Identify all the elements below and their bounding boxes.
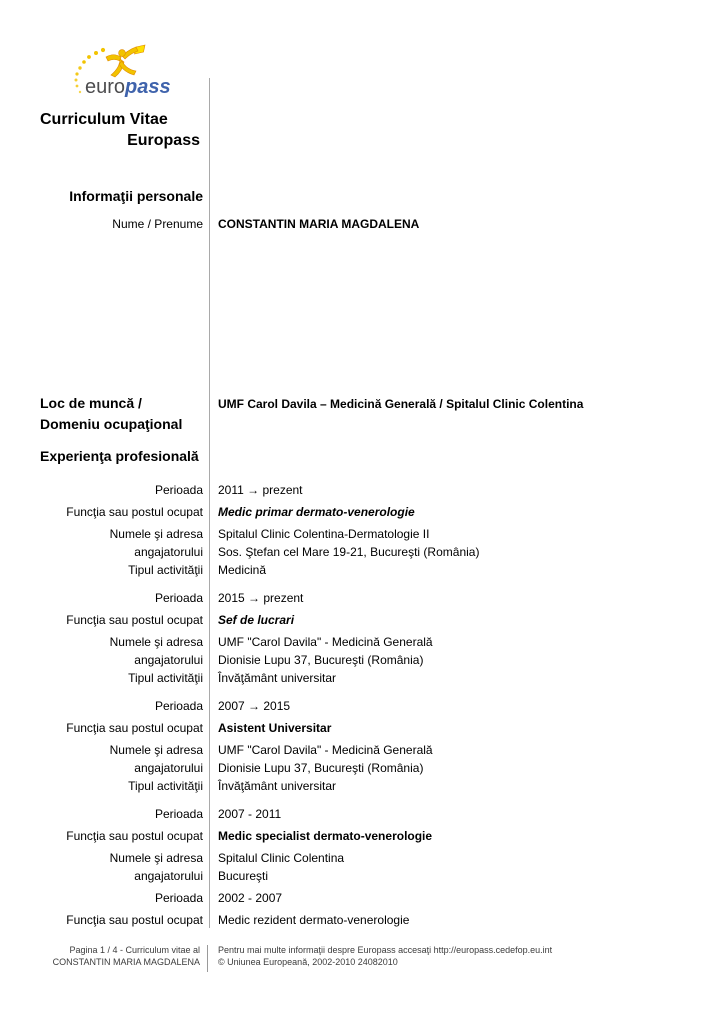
employer-address: Bucureşti (218, 869, 269, 883)
position-label: Funcţia sau postul ocupat (66, 613, 203, 627)
period-label: Perioada (154, 891, 203, 905)
period-row (40, 697, 688, 715)
name-row (40, 215, 688, 233)
activity-label: Tipul activităţii (128, 779, 203, 793)
employer-label-line-2: angajatorului (134, 545, 203, 559)
employer-value (218, 741, 688, 777)
work-label-line-2: Domeniu ocupaţional (40, 416, 183, 432)
period-label: Perioada (154, 807, 203, 821)
employer-name: UMF "Carol Davila" - Medicină Generală (218, 635, 433, 649)
employer-label-line-1: Numele şi adresa (109, 743, 203, 757)
employer-address: Dionisie Lupu 37, Bucureşti (România) (218, 653, 424, 667)
footer-page-line-1: Pagina 1 / 4 - Curriculum vitae al (69, 945, 200, 955)
position-label: Funcţia sau postul ocupat (66, 505, 203, 519)
period-label: Perioada (154, 483, 203, 497)
activity-value: Învăţământ universitar (218, 779, 337, 793)
position-value: Medic rezident dermato-venerologie (218, 913, 410, 927)
position-row (40, 503, 688, 521)
footer-page-info (40, 944, 200, 968)
work-domain-label (40, 393, 203, 435)
activity-row (40, 777, 688, 795)
position-value: Sef de lucrari (218, 613, 295, 627)
period-value: 2015 → prezent (218, 591, 304, 605)
name-label: Nume / Prenume (112, 217, 203, 231)
footer-page-line-2: CONSTANTIN MARIA MAGDALENA (52, 957, 200, 967)
document-title (40, 109, 200, 151)
activity-row (40, 669, 688, 687)
activity-row (40, 561, 688, 579)
logo-wordmark (85, 76, 171, 98)
logo-text-pass: pass (125, 76, 171, 98)
period-row (40, 889, 688, 907)
position-label: Funcţia sau postul ocupat (66, 829, 203, 843)
employer-value (218, 633, 688, 669)
employer-label-line-1: Numele şi adresa (109, 527, 203, 541)
position-label: Funcţia sau postul ocupat (66, 721, 203, 735)
employer-label-line-1: Numele şi adresa (109, 635, 203, 649)
period-value: 2007 → 2015 (218, 699, 291, 713)
work-domain-row (40, 393, 688, 435)
employer-label (40, 633, 203, 669)
footer-europass-info (218, 944, 688, 968)
employer-value (218, 849, 688, 885)
period-value: 2007 - 2011 (218, 807, 282, 821)
position-row (40, 719, 688, 737)
period-value: 2011 → prezent (218, 483, 303, 497)
position-row (40, 611, 688, 629)
employer-label-line-1: Numele şi adresa (109, 851, 203, 865)
footer-divider-line (207, 945, 208, 972)
employer-label-line-2: angajatorului (134, 869, 203, 883)
footer-info-line-1: Pentru mai multe informaţii despre Europass accesaţi http://europass.cedefop.eu.int (218, 945, 553, 955)
employer-row (40, 525, 688, 561)
title-line-1: Curriculum Vitae (40, 111, 168, 128)
position-value: Asistent Universitar (218, 721, 332, 735)
employer-row (40, 849, 688, 885)
title-line-2: Europass (127, 132, 200, 149)
employer-address: Sos. Ştefan cel Mare 19-21, Bucureşti (România) (218, 545, 480, 559)
position-row (40, 911, 688, 929)
period-label: Perioada (154, 699, 203, 713)
activity-label: Tipul activităţii (128, 671, 203, 685)
employer-label-line-2: angajatorului (134, 653, 203, 667)
name-value: CONSTANTIN MARIA MAGDALENA (218, 217, 420, 231)
period-row (40, 805, 688, 823)
activity-label: Tipul activităţii (128, 563, 203, 577)
position-value: Medic primar dermato-venerologie (218, 505, 415, 519)
work-domain-value: UMF Carol Davila – Medicină Generală / Spitalul Clinic Colentina (218, 397, 584, 411)
period-row (40, 589, 688, 607)
activity-value: Învăţământ universitar (218, 671, 337, 685)
logo-star-figure (106, 45, 145, 77)
employer-address: Dionisie Lupu 37, Bucureşti (România) (218, 761, 424, 775)
employer-name: Spitalul Clinic Colentina-Dermatologie II (218, 527, 430, 541)
section-header-personal: Informaţii personale (69, 188, 203, 204)
position-value: Medic specialist dermato-venerologie (218, 829, 433, 843)
section-header-experience: Experienţa profesională (40, 448, 199, 464)
employer-label (40, 849, 203, 885)
period-value: 2002 - 2007 (218, 891, 283, 905)
employer-value (218, 525, 688, 561)
activity-value: Medicină (218, 563, 267, 577)
position-row (40, 827, 688, 845)
employer-row (40, 741, 688, 777)
europass-logo-icon (72, 44, 184, 100)
employer-label (40, 525, 203, 561)
logo-text-euro: euro (85, 76, 126, 98)
work-label-line-1: Loc de muncă / (40, 395, 142, 411)
period-label: Perioada (154, 591, 203, 605)
employer-name: UMF "Carol Davila" - Medicină Generală (218, 743, 433, 757)
employer-label (40, 741, 203, 777)
period-row (40, 481, 688, 499)
employer-label-line-2: angajatorului (134, 761, 203, 775)
position-label: Funcţia sau postul ocupat (66, 913, 203, 927)
employer-row (40, 633, 688, 669)
employer-name: Spitalul Clinic Colentina (218, 851, 345, 865)
footer-info-line-2: © Uniunea Europeană, 2002-2010 24082010 (218, 957, 398, 967)
